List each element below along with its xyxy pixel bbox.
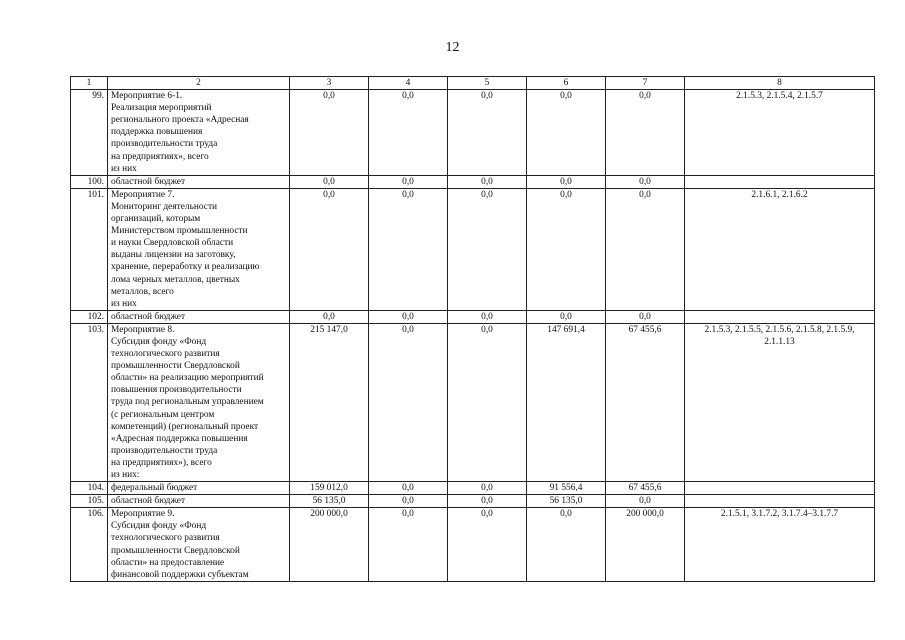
cell-col3: 56 135,0 — [290, 495, 369, 508]
cell-col5: 0,0 — [448, 310, 527, 323]
column-number-row — [71, 77, 875, 90]
table-row — [71, 495, 875, 508]
row-description: Мероприятие 8. Субсидия фонду «Фонд технологического развития промышленности Свердловской области» на реализацию мероприятий повышения производительности труда под региональным управлением (с региональным центром компетенций) (региональный проект «Адресная поддержка повышения производительности труда на предприятиях»), всего из них: — [108, 323, 290, 481]
column-header: 2 — [108, 77, 290, 90]
cell-col4: 0,0 — [369, 323, 448, 481]
row-number: 100. — [71, 175, 108, 188]
cell-col3: 215 147,0 — [290, 323, 369, 481]
cell-col6: 147 691,4 — [527, 323, 606, 481]
cell-col5: 0,0 — [448, 90, 527, 176]
cell-col5: 0,0 — [448, 175, 527, 188]
column-header: 7 — [606, 77, 685, 90]
cell-col6: 0,0 — [527, 508, 606, 582]
column-header: 8 — [685, 77, 875, 90]
row-number: 104. — [71, 482, 108, 495]
cell-col6: 0,0 — [527, 90, 606, 176]
column-header: 6 — [527, 77, 606, 90]
cell-col6: 0,0 — [527, 175, 606, 188]
cell-col6: 91 556,4 — [527, 482, 606, 495]
cell-col5: 0,0 — [448, 495, 527, 508]
cell-col8-targets — [685, 310, 875, 323]
cell-col5: 0,0 — [448, 188, 527, 310]
table-row — [71, 90, 875, 176]
cell-col4: 0,0 — [369, 90, 448, 176]
column-header: 5 — [448, 77, 527, 90]
table-row — [71, 508, 875, 582]
cell-col4: 0,0 — [369, 188, 448, 310]
cell-col6: 0,0 — [527, 310, 606, 323]
row-description: Мероприятие 9. Субсидия фонду «Фонд технологического развития промышленности Свердловской области» на предоставление финансовой поддержки субъектам — [108, 508, 290, 582]
row-description: областной бюджет — [108, 175, 290, 188]
row-description: Мероприятие 7. Мониторинг деятельности организаций, которым Министерством промышленности и науки Свердловской области выданы лицензии на заготовку, хранение, переработку и реализацию лома черных металлов, цветных металлов, всего из них — [108, 188, 290, 310]
cell-col3: 0,0 — [290, 90, 369, 176]
cell-col7: 67 455,6 — [606, 323, 685, 481]
cell-col5: 0,0 — [448, 323, 527, 481]
cell-col5: 0,0 — [448, 508, 527, 582]
table-row — [71, 482, 875, 495]
cell-col5: 0,0 — [448, 482, 527, 495]
row-number: 99. — [71, 90, 108, 176]
cell-col4: 0,0 — [369, 310, 448, 323]
cell-col3: 0,0 — [290, 175, 369, 188]
row-description: федеральный бюджет — [108, 482, 290, 495]
cell-col7: 0,0 — [606, 188, 685, 310]
row-number: 106. — [71, 508, 108, 582]
cell-col3: 0,0 — [290, 310, 369, 323]
cell-col3: 159 012,0 — [290, 482, 369, 495]
cell-col8-targets: 2.1.5.3, 2.1.5.4, 2.1.5.7 — [685, 90, 875, 176]
funding-table — [70, 76, 875, 582]
table-row — [71, 323, 875, 481]
table-row — [71, 310, 875, 323]
cell-col7: 200 000,0 — [606, 508, 685, 582]
cell-col4: 0,0 — [369, 482, 448, 495]
row-number: 105. — [71, 495, 108, 508]
cell-col8-targets: 2.1.5.3, 2.1.5.5, 2.1.5.6, 2.1.5.8, 2.1.5.9, 2.1.1.13 — [685, 323, 875, 481]
row-number: 102. — [71, 310, 108, 323]
row-description: областной бюджет — [108, 310, 290, 323]
cell-col7: 67 455,6 — [606, 482, 685, 495]
table-row — [71, 175, 875, 188]
row-description: областной бюджет — [108, 495, 290, 508]
row-number: 103. — [71, 323, 108, 481]
cell-col8-targets — [685, 495, 875, 508]
page-number: 12 — [445, 40, 460, 55]
row-number: 101. — [71, 188, 108, 310]
cell-col3: 200 000,0 — [290, 508, 369, 582]
cell-col4: 0,0 — [369, 495, 448, 508]
cell-col4: 0,0 — [369, 175, 448, 188]
cell-col7: 0,0 — [606, 175, 685, 188]
cell-col7: 0,0 — [606, 310, 685, 323]
cell-col8-targets — [685, 175, 875, 188]
cell-col8-targets: 2.1.5.1, 3.1.7.2, 3.1.7.4–3.1.7.7 — [685, 508, 875, 582]
cell-col8-targets: 2.1.6.1, 2.1.6.2 — [685, 188, 875, 310]
cell-col8-targets — [685, 482, 875, 495]
cell-col4: 0,0 — [369, 508, 448, 582]
cell-col7: 0,0 — [606, 495, 685, 508]
column-header: 3 — [290, 77, 369, 90]
cell-col3: 0,0 — [290, 188, 369, 310]
cell-col7: 0,0 — [606, 90, 685, 176]
column-header: 4 — [369, 77, 448, 90]
column-header: 1 — [71, 77, 108, 90]
cell-col6: 0,0 — [527, 188, 606, 310]
row-description: Мероприятие 6-1. Реализация мероприятий регионального проекта «Адресная поддержка повышения производительности труда на предприятиях», всего из них — [108, 90, 290, 176]
table-row — [71, 188, 875, 310]
cell-col6: 56 135,0 — [527, 495, 606, 508]
